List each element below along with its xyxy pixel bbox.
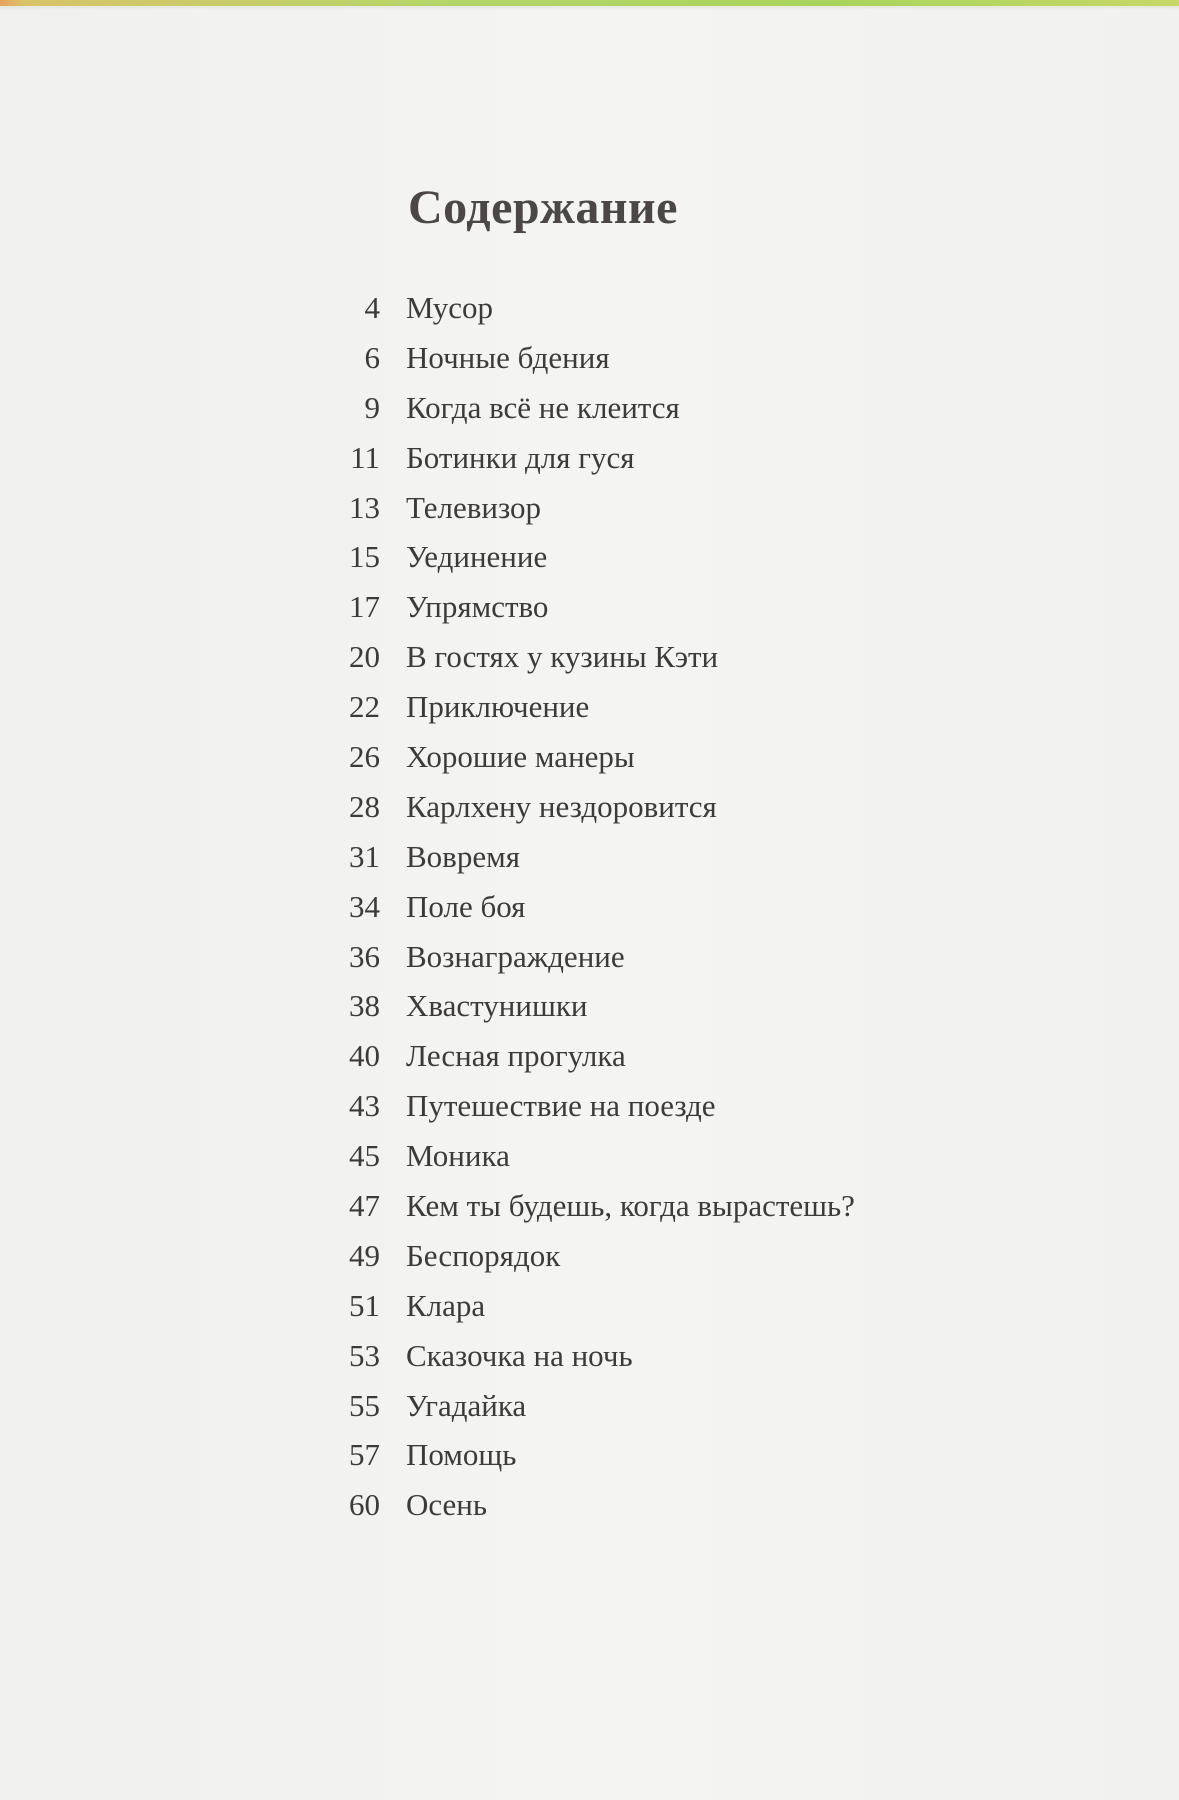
toc-entry [300,1181,1060,1231]
toc-entry-title: Моника [406,1138,510,1174]
toc-entry [300,981,1060,1031]
toc-page-number: 34 [349,888,380,924]
toc-page-number: 60 [349,1487,380,1523]
toc-entry-title: Беспорядок [406,1237,561,1273]
toc-entry [300,1480,1060,1530]
toc-entry-title: Хвастунишки [406,988,588,1024]
toc-entry-title: Ночные бдения [406,339,610,375]
toc-entry-title: Путешествие на поезде [406,1088,716,1124]
toc-entry-title: Мусор [406,289,494,325]
toc-entry-title: Ботинки для гуся [406,439,635,475]
toc-entry [300,782,1060,832]
toc-page-number: 47 [349,1187,380,1223]
toc-page-number: 17 [349,589,380,625]
toc-page-number: 28 [349,788,380,824]
toc-entry-title: Осень [406,1487,488,1523]
toc-page-number: 53 [349,1337,380,1373]
toc-entry-title: Вознаграждение [406,938,625,974]
toc-page-number: 51 [349,1287,380,1323]
toc-entry-title: Вовремя [406,838,520,874]
toc-entry [300,582,1060,632]
toc-entry [300,1231,1060,1281]
toc-entry-title: Когда всё не клеится [406,389,680,425]
toc-page-number: 40 [349,1038,380,1074]
toc-entry-title: Хорошие манеры [406,738,635,774]
toc-entry-title: Клара [406,1287,486,1323]
toc-page-number: 55 [349,1387,380,1423]
toc-entry [300,682,1060,732]
toc-page-number: 22 [349,689,380,725]
toc-entry-title: Приключение [406,689,590,725]
toc-page-number: 26 [349,738,380,774]
toc-page-number: 49 [349,1237,380,1273]
toc-page-number: 38 [349,988,380,1024]
toc-page-number: 13 [349,489,380,525]
toc-page-number: 4 [364,289,380,325]
toc-page-number: 9 [364,389,380,425]
page-title: Содержание [408,181,678,234]
toc-entry [300,483,1060,533]
toc-page-number: 20 [349,639,380,675]
toc-entry [300,1381,1060,1431]
toc-entry-title: Упрямство [406,589,549,625]
toc-entry [300,1430,1060,1480]
toc-entry [300,732,1060,782]
toc-entry [300,882,1060,932]
toc-entry [300,832,1060,882]
cover-edge-shadow [0,6,1179,10]
toc-entry [300,1281,1060,1331]
toc-entry [300,383,1060,433]
toc-entry-title: Карлхену нездоровится [406,788,717,824]
toc-entry [300,433,1060,483]
toc-page-number: 6 [364,339,380,375]
toc-entry [300,1031,1060,1081]
toc-entry-title: Угадайка [406,1387,527,1423]
toc-entry [300,283,1060,333]
toc-entry [300,932,1060,982]
toc-entry-title: В гостях у кузины Кэти [406,639,719,675]
toc-entry-title: Телевизор [406,489,542,525]
toc-entry-title: Помощь [406,1437,517,1473]
toc-entry-title: Поле боя [406,888,526,924]
toc-entry [300,1131,1060,1181]
toc-page-number: 11 [350,439,380,475]
toc-entry [300,532,1060,582]
toc-page-number: 36 [349,938,380,974]
toc-entry-title: Уединение [406,539,548,575]
toc-entry [300,1081,1060,1131]
toc-page-number: 31 [349,838,380,874]
toc-entry-title: Сказочка на ночь [406,1337,633,1373]
toc-page-number: 45 [349,1138,380,1174]
toc-entry-title: Лесная прогулка [406,1038,626,1074]
toc-page-number: 57 [349,1437,380,1473]
toc-entry [300,632,1060,682]
toc-entry [300,333,1060,383]
toc-page-number: 43 [349,1088,380,1124]
toc-page-number: 15 [349,539,380,575]
toc-entry [300,1331,1060,1381]
table-of-contents [300,283,1060,1530]
toc-entry-title: Кем ты будешь, когда вырастешь? [406,1187,855,1223]
